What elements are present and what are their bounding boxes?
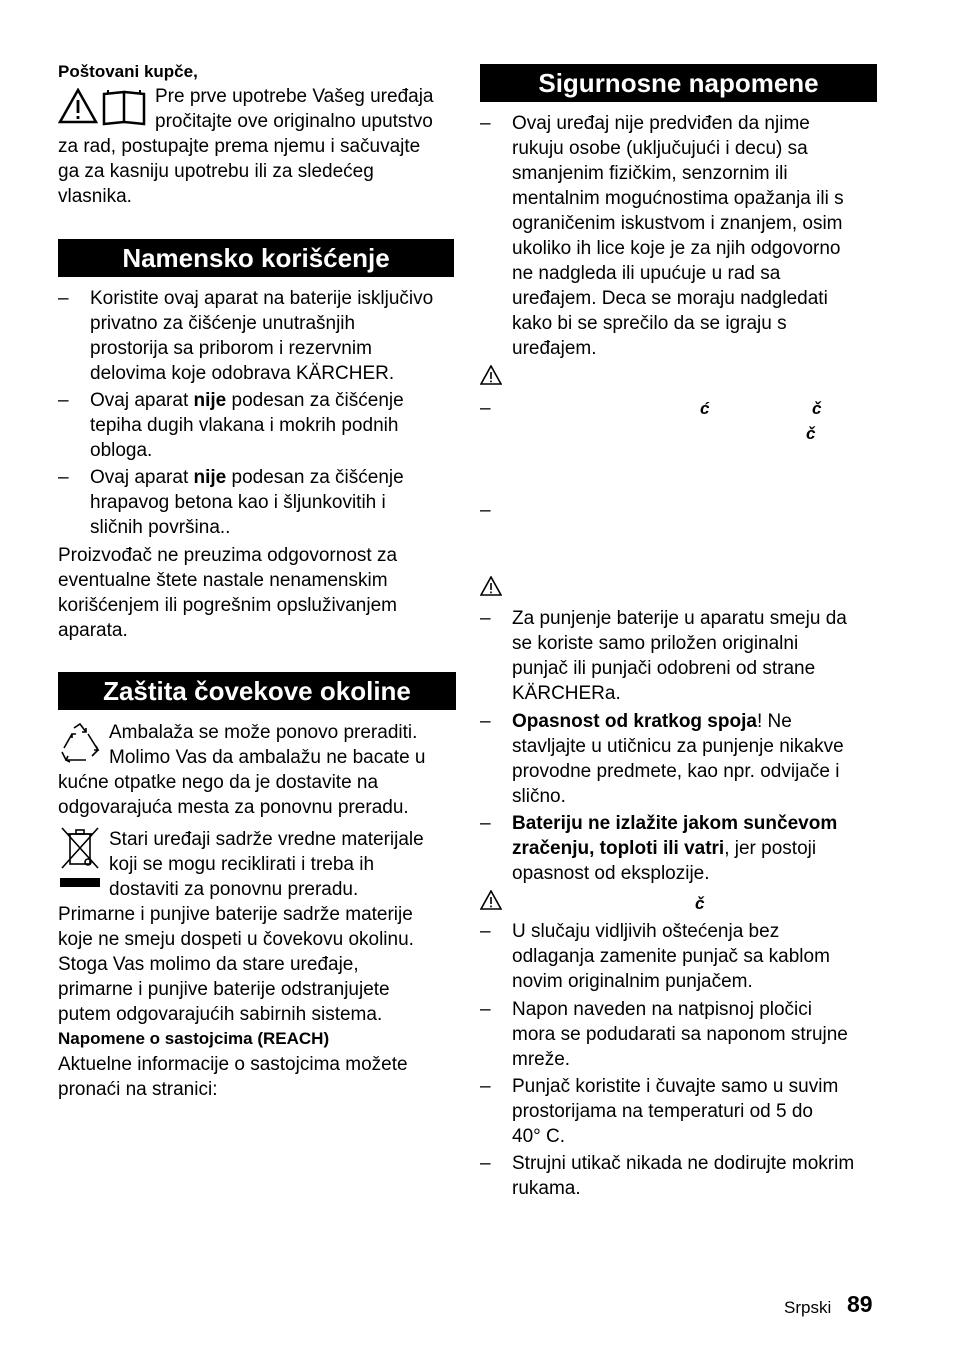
warning-icon [480,576,502,603]
list-item: – U slučaju vidljivih oštećenja bez odlaganja zamenite punjač sa kablom novim originalnim punjačem. [480,921,830,992]
section-heading-safety: Sigurnosne napomene [480,64,877,102]
liability-line: korišćenjem ili pogrešnim opsluživanjem [58,595,397,616]
list-item: – Opasnost od kratkog spoja! Ne stavljajte u utičnicu za punjenje nikakve provodne predmete, kao npr. odvijače i slično. [480,711,844,807]
list-item: – Strujni utikač nikada ne dodirujte mokrim rukama. [480,1153,855,1199]
list-item: – Ovaj aparat nije podesan za čišćenje tepiha dugih vlakana i mokrih podnih obloga. [58,390,404,461]
intro-line-1: Pre prve upotrebe Vašeg uređaja [155,86,434,107]
list-dash: – [480,500,491,521]
list-item: – Ovaj uređaj nije predviđen da njime rukuju osobe (uključujući i decu) sa smanjenim fizičkim, senzornim ili mentalnim mogućnostima opažanja ili s ograničenim iskustvom i znanjem, osim ukoliko ih lice koje je za njih odgovorno ne nadgleda ili upućuje u rad sa uređajem. Deca se moraju nadgledati kako bi se sprečilo da se igraju s uređajem. [480,113,844,359]
list-item: – Za punjenje baterije u aparatu smeju da se koriste samo priložen originalni punjač ili punjači odobreni od strane KÄRCHERa. [480,608,847,704]
text-fragment: č [812,399,822,418]
old-device-line: Primarne i punjive baterije sadrže materije [58,904,413,925]
page-number: 89 [847,1291,873,1317]
list-item: – Ovaj aparat nije podesan za čišćenje hrapavog betona kao i šljunkovitih i sličnih površina.. [58,467,404,538]
recycle-line: odgovarajuća mesta za ponovnu preradu. [58,797,409,818]
recycle-line: kućne otpatke nego da je dostavite na [58,772,379,793]
recycle-line: Ambalaža se može ponovo preraditi. [109,722,418,743]
warning-book-icon [58,88,148,133]
list-item: – Punjač koristite i čuvajte samo u suvim prostorijama na temperaturi od 5 do 40° C. [480,1076,839,1147]
text-fragment: ć [700,399,710,418]
list-dash: – [480,398,491,419]
footer-language: Srpski [784,1298,832,1317]
recycle-icon [58,722,102,773]
intro-line-4: ga za kasniju upotrebu ili za sledećeg [58,161,374,182]
liability-line: aparata. [58,620,128,641]
list-item: – Koristite ovaj aparat na baterije isključivo privatno za čišćenje unutrašnjih prostorija sa priborom i rezervnim delovima koje odobrava KÄRCHER. [58,288,434,384]
reach-title: Napomene o sastojcima (REACH) [58,1029,330,1048]
old-device-line: koje ne smeju dospeti u čovekovu okolinu. [58,929,414,950]
old-device-line: koji se mogu reciklirati i treba ih [109,854,375,875]
list-item: – Napon naveden na natpisnoj pločici mora se podudarati sa naponom strujne mreže. [480,999,848,1070]
intro-line-2: pročitajte ove originalno uputstvo [155,111,433,132]
warning-icon [480,365,502,392]
list-item: – Bateriju ne izlažite jakom sunčevom zračenju, toploti ili vatri, jer postoji opasnost od eksplozije. [480,813,838,884]
section-heading-intended-use: Namensko korišćenje [58,239,454,277]
warning-icon [480,890,502,917]
reach-line: pronaći na stranici: [58,1079,218,1100]
old-device-line: putem odgovarajućih sabirnih sistema. [58,1004,383,1025]
crossed-bin-icon [58,824,102,897]
old-device-line: Stoga Vas molimo da stare uređaje, [58,954,359,975]
intro-line-5: vlasnika. [58,186,132,207]
intro-line-3: za rad, postupajte prema njemu i sačuvajte [58,136,421,157]
text-fragment: č [806,424,816,443]
greeting: Poštovani kupče, [58,62,198,81]
old-device-line: dostaviti za ponovnu preradu. [109,879,359,900]
reach-line: Aktuelne informacije o sastojcima možete [58,1054,408,1075]
old-device-line: Stari uređaji sadrže vredne materijale [109,829,424,850]
section-heading-environment: Zaštita čovekove okoline [58,672,456,710]
old-device-line: primarne i punjive baterije odstranjujete [58,979,390,1000]
text-fragment: č [695,894,705,913]
liability-line: eventualne štete nastale nenamenskim [58,570,388,591]
liability-line: Proizvođač ne preuzima odgovornost za [58,545,398,566]
recycle-line: Molimo Vas da ambalažu ne bacate u [109,747,426,768]
